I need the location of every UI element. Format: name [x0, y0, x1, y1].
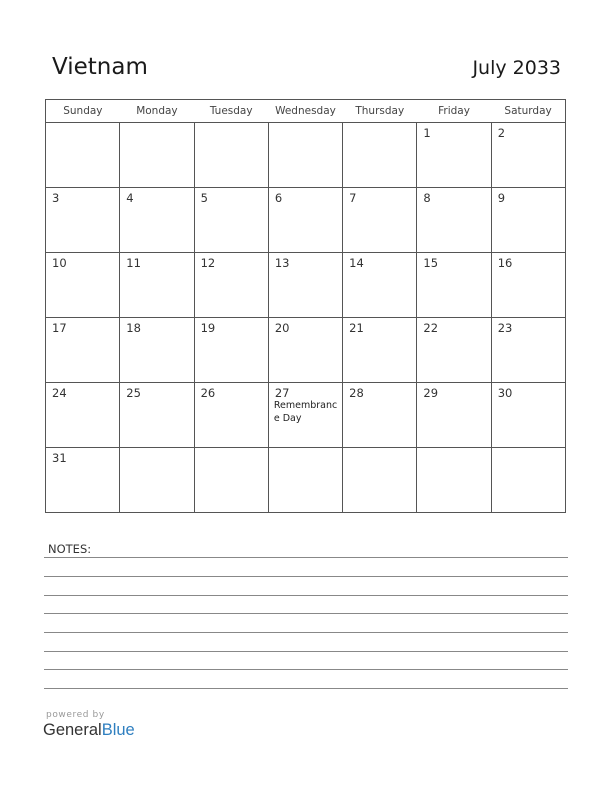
calendar-day-cell[interactable] — [46, 383, 120, 448]
calendar-day-cell[interactable] — [120, 383, 194, 448]
day-number: 11 — [126, 256, 141, 270]
weekday-header: Monday — [120, 100, 194, 123]
day-number: 15 — [423, 256, 439, 270]
calendar-grid — [45, 99, 566, 513]
day-number: 26 — [200, 386, 216, 400]
country-title: Vietnam — [52, 54, 148, 80]
calendar-day-cell[interactable] — [120, 253, 194, 318]
generalblue-logo[interactable] — [43, 721, 135, 740]
day-number: 20 — [274, 321, 290, 335]
day-number: 30 — [497, 386, 513, 400]
calendar-day-cell[interactable] — [194, 123, 268, 188]
calendar-day-cell[interactable] — [491, 318, 565, 383]
day-number: 21 — [349, 321, 364, 335]
calendar-day-cell[interactable] — [343, 188, 417, 253]
calendar-day-cell[interactable] — [120, 318, 194, 383]
calendar-week-row — [46, 123, 566, 188]
calendar-day-cell[interactable] — [268, 383, 342, 448]
day-number: 9 — [497, 191, 506, 205]
weekday-header: Wednesday — [268, 100, 342, 123]
calendar-day-cell[interactable] — [194, 318, 268, 383]
day-number: 6 — [274, 191, 283, 205]
calendar-day-cell[interactable] — [491, 448, 565, 513]
weekday-header: Saturday — [491, 100, 565, 123]
calendar-day-cell[interactable] — [46, 188, 120, 253]
day-number: 1 — [423, 126, 431, 140]
day-number: 27 — [274, 386, 290, 400]
day-number: 25 — [126, 386, 141, 400]
calendar-day-cell[interactable] — [343, 123, 417, 188]
calendar-week-row — [46, 448, 566, 513]
day-number: 22 — [423, 321, 439, 335]
calendar-day-cell[interactable] — [343, 318, 417, 383]
note-line — [44, 613, 568, 614]
holiday-event: Remembrance Day — [273, 400, 338, 424]
day-number: 18 — [126, 321, 141, 335]
calendar-day-cell[interactable] — [491, 383, 565, 448]
day-number: 7 — [349, 191, 357, 205]
calendar-day-cell[interactable] — [491, 188, 565, 253]
calendar-day-cell[interactable] — [417, 448, 491, 513]
calendar-day-cell[interactable] — [417, 123, 491, 188]
calendar-day-cell[interactable] — [417, 188, 491, 253]
day-number: 28 — [349, 386, 364, 400]
calendar-day-cell[interactable] — [417, 383, 491, 448]
day-number: 14 — [349, 256, 364, 270]
day-number: 10 — [52, 256, 67, 270]
day-number: 2 — [497, 126, 506, 140]
calendar-day-cell[interactable] — [120, 448, 194, 513]
calendar-week-row — [46, 188, 566, 253]
month-title: July 2033 — [472, 57, 561, 79]
note-line — [44, 576, 568, 577]
day-number: 17 — [52, 321, 67, 335]
calendar-day-cell[interactable] — [268, 318, 342, 383]
weekday-header: Sunday — [46, 100, 120, 123]
calendar-day-cell[interactable] — [268, 123, 342, 188]
calendar-day-cell[interactable] — [46, 123, 120, 188]
note-line — [44, 595, 568, 596]
note-line — [44, 557, 568, 558]
calendar-day-cell[interactable] — [268, 448, 342, 513]
calendar-day-cell[interactable] — [46, 318, 120, 383]
day-number: 8 — [423, 191, 431, 205]
calendar-day-cell[interactable] — [120, 123, 194, 188]
day-number: 24 — [52, 386, 67, 400]
calendar-day-cell[interactable] — [491, 123, 565, 188]
calendar-day-cell[interactable] — [194, 448, 268, 513]
calendar-day-cell[interactable] — [46, 448, 120, 513]
day-number: 3 — [52, 191, 60, 205]
calendar-day-cell[interactable] — [417, 318, 491, 383]
calendar-day-cell[interactable] — [194, 383, 268, 448]
day-number: 31 — [52, 451, 67, 465]
calendar-day-cell[interactable] — [417, 253, 491, 318]
weekday-header: Friday — [417, 100, 491, 123]
day-number: 19 — [200, 321, 216, 335]
day-number: 4 — [126, 191, 134, 205]
day-number: 29 — [423, 386, 439, 400]
calendar-week-row — [46, 383, 566, 448]
calendar-day-cell[interactable] — [120, 188, 194, 253]
powered-by-text: powered by — [46, 710, 105, 720]
calendar-day-cell[interactable] — [343, 253, 417, 318]
brand-blue: Blue — [101, 721, 135, 739]
calendar-day-cell[interactable] — [46, 253, 120, 318]
calendar-day-cell[interactable] — [343, 448, 417, 513]
note-line — [44, 632, 568, 633]
calendar-day-cell[interactable] — [194, 188, 268, 253]
note-line — [44, 669, 568, 670]
note-line — [44, 688, 568, 689]
calendar-day-cell[interactable] — [268, 253, 342, 318]
brand-general: General — [43, 721, 102, 739]
day-number: 13 — [274, 256, 290, 270]
weekday-header: Tuesday — [194, 100, 268, 123]
weekday-header: Thursday — [343, 100, 417, 123]
calendar-week-row — [46, 253, 566, 318]
weekday-header-row — [46, 100, 566, 123]
notes-label: NOTES: — [48, 542, 92, 556]
day-number: 23 — [497, 321, 513, 335]
calendar-day-cell[interactable] — [343, 383, 417, 448]
note-line — [44, 651, 568, 652]
calendar-day-cell[interactable] — [194, 253, 268, 318]
day-number: 12 — [200, 256, 216, 270]
day-number: 5 — [200, 191, 208, 205]
calendar-day-cell[interactable] — [491, 253, 565, 318]
calendar-day-cell[interactable] — [268, 188, 342, 253]
calendar-week-row — [46, 318, 566, 383]
day-number: 16 — [497, 256, 513, 270]
